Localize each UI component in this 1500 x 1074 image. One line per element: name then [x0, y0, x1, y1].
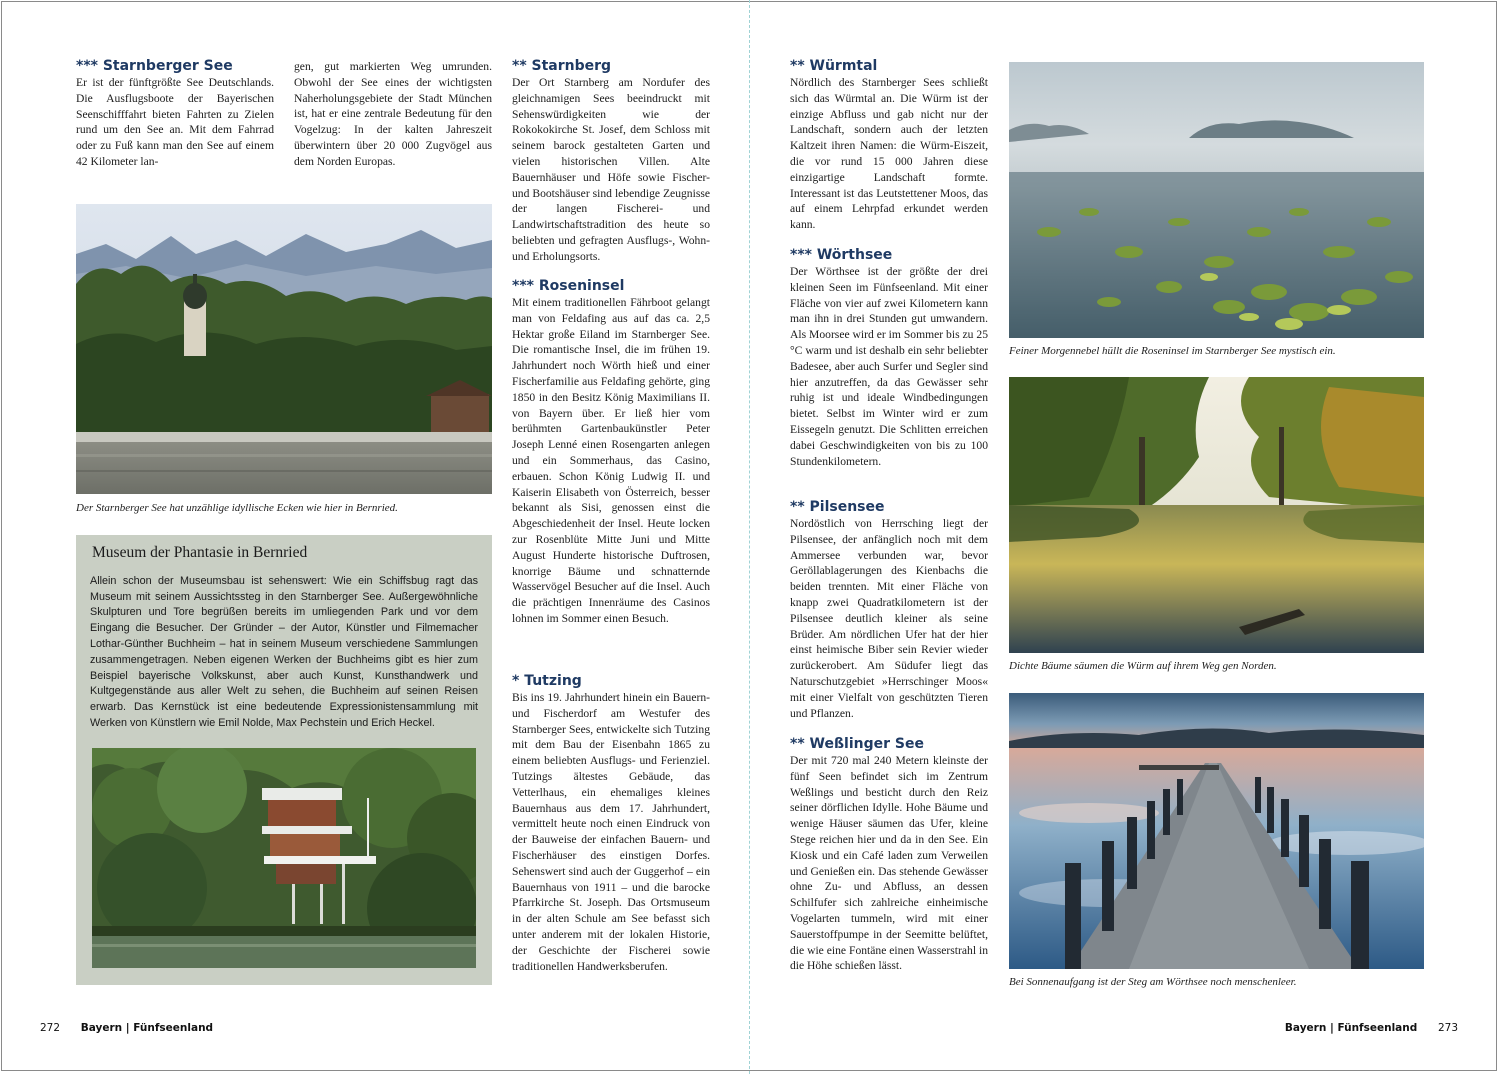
footer-section-left: Bayern | Fünfseenland [80, 1022, 214, 1034]
museum-box-title: Museum der Phantasie in Bernried [92, 544, 308, 561]
caption-roseninsel-photo: Feiner Morgennebel hüllt die Roseninsel im Starnberger See mystisch ein. [1009, 345, 1336, 357]
photo-museum-building [92, 748, 476, 968]
text-tutzing: Bis ins 19. Jahrhundert hinein ein Bauern- und Fischerdorf am Westufer des Starnberger Sees, entwickelte sich Tutzing mit dem Bau der Eisenbahn 1865 zu einem beliebten Ausflugs- und Ferienziel. Tutzings ältestes Gebäude, das Vetterlhaus, ein ehemaliges kleines Bauernhaus aus dem 17. Jahrhundert, vermittelt heute noch einen Eindruck von der Bauweise der einfachen Bauern- und Fischerhäuser des einstigen Dorfes. Sehenswert sind auch der Guggerhof – ein Bauernhaus von 1911 – und die barocke Pfarrkirche St. Joseph. Das Ortsmuseum in der alten Schule am See befasst sich unter anderem mit der lokalen Historie, der Geschichte der Fischerei sowie traditionellen Handwerksberufen. [512, 691, 710, 973]
footer-left [40, 1022, 213, 1034]
text-wesslinger-see: Der mit 720 mal 240 Metern kleinste der fünf Seen befindet sich im Zentrum Weßlings und besticht durch den Reiz seiner dörflichen Idylle. Hohe Bäume und wenige Häuser säumen das Ufer, kleine Stege reichen hier und da in den See. Ein Kiosk und ein Café laden zum Verweilen und Genießen ein. Das stehende Gewässer ohne Zu- und Abfluss, an dessen Schilfufer sich zahlreiche einheimische Vogelarten tummeln, wird mit einer Sauerstoffpumpe in der Seemitte belüftet, die wie eine Fontäne einen Wasserstrahl in die Höhe schießen lässt. [790, 754, 988, 973]
heading-wesslinger-see: ** Weßlinger See [790, 736, 924, 752]
heading-woerthsee: *** Wörthsee [790, 247, 893, 263]
text-starnberger-see-col1: Er ist der fünftgrößte See Deutschlands. Die Ausflugsboote der Bayerischen Seenschifffahrt bieten Fahrten zu Zielen rund um den See an. Mit dem Fahrrad oder zu Fuß kann man den See auf einem 42 Kilometer lan- [76, 76, 274, 168]
footer-section-right: Bayern | Fünfseenland [1284, 1022, 1418, 1034]
footer-right [1285, 1022, 1458, 1034]
text-woerthsee: Der Wörthsee ist der größte der drei kleinen Seen im Fünfseenland. Mit einer Fläche von vier auf zwei Kilometern kann man ihn in drei Stunden gut umwandern. Als Moorsee wird er im Sommer bis zu 25 °C warm und ist deshalb ein sehr beliebter Badesee, aber auch Surfer und Segler sind hier anzutreffen, da das Gewässer sehr ruhig ist und ideale Windbedingungen bietet. Selbst im Winter wird er zum Eissegeln genutzt. Die Schlitten erreichen dabei Geschwindigkeiten von bis zu 100 Stundenkilometern. [790, 265, 988, 468]
photo-wuerm-river [1009, 377, 1424, 653]
photo-bernried-lake [76, 204, 492, 494]
photo-woerthsee-jetty [1009, 693, 1424, 969]
heading-starnberger-see: *** Starnberger See [76, 58, 233, 74]
caption-wuerm-photo: Dichte Bäume säumen die Würm auf ihrem Weg gen Norden. [1009, 660, 1277, 672]
text-starnberger-see-col2: gen, gut markierten Weg umrunden. Obwohl der See eines der wichtigsten Naherholungsgebiete der Stadt München ist, hat er eine zentrale Bedeutung für den Vogelzug: In der kalten Jahreszeit überwintern über 20 000 Zugvögel aus dem Norden Europas. [294, 60, 492, 168]
page-number-right: 273 [1437, 1022, 1458, 1034]
text-wuermtal: Nördlich des Starnberger Sees schließt sich das Würmtal an. Die Würm ist der einzige Abfluss und gab nicht nur der Landschaft, sondern auch der letzten Kaltzeit ihren Namen: die Würm-Eiszeit, die vor rund 15 000 Jahren diese einzigartige Landschaft formte. Interessant ist das Leutstettener Moos, das auf einem Lehrpfad erkundet werden kann. [790, 76, 988, 232]
heading-roseninsel: *** Roseninsel [512, 278, 625, 294]
photo-roseninsel-fog [1009, 62, 1424, 338]
caption-bernried-photo: Der Starnberger See hat unzählige idyllische Ecken wie hier in Bernried. [76, 502, 398, 514]
text-roseninsel: Mit einem traditionellen Fährboot gelangt man von Feldafing aus auf das ca. 2,5 Hektar große Eiland im Starnberger See. Die romantische Insel, die im frühen 19. Jahrhundert noch Wörth hieß und einer Fischerfamilie aus Feldafing gehörte, ging 1850 in den Besitz König Maximilians II. von Bayern über. Er ließ hier vom berühmten Gartenbaukünstler Peter Joseph Lenné einen Rosengarten anlegen und ein Sommerhaus, das Casino, erbauen. Schon König Ludwig II. und Kaiserin Elisabeth von Österreich, besser bekannt als Sisi, genossen einst die Abgeschiedenheit der Insel. Heute locken zur Rosenblüte Mitte Juni und Mitte August Hunderte historische Duftrosen, knorrige Bäume und schnatternde Wasservögel Besucher auf die Insel. Auch die prächtigen Innenräume des Casinos lohnen im Sommer einen Besuch. [512, 296, 710, 625]
book-gutter [749, 0, 750, 1074]
heading-pilsensee: ** Pilsensee [790, 499, 885, 515]
caption-woerthsee-photo: Bei Sonnenaufgang ist der Steg am Wörthsee noch menschenleer. [1009, 976, 1297, 988]
heading-starnberg: ** Starnberg [512, 58, 612, 74]
museum-box-text: Allein schon der Museumsbau ist sehenswert: Wie ein Schiffsbug ragt das Museum mit seinem Aussichtssteg in den Starnberger See. Außergewöhnliche Skulpturen und Tore begrüßen bereits im umliegenden Park und vor dem Eingang die Besucher. Der Gründer – der Autor, Künstler und Filmemacher Lothar-Günther Buchheim – hat in seinem Museum verschiedene Sammlungen zusammengetragen. Neben eigenen Werken der Buchheims gibt es hier zum Beispiel bayerische Volkskunst, aber auch Kunst, Kunsthandwerk und Kultgegenstände aus aller Welt zu sehen, die Buchheim auf seinen Reisen erwarb. Das Kernstück ist eine bedeutende Expressionistensammlung mit Werken von Künstlern wie Emil Nolde, Max Pechstein und Erich Heckel. [90, 574, 478, 729]
page-number-left: 272 [40, 1022, 61, 1034]
heading-tutzing: * Tutzing [512, 673, 582, 689]
text-pilsensee: Nordöstlich von Herrsching liegt der Pilsensee, der anfänglich noch mit dem Ammersee verbunden war, bevor Geröllablagerungen des Kienbachs die beiden trennten. Mit einer Fläche von knapp zwei Quadratkilometern ist der Pilsensee deutlich kleiner als seine Brüder. Am nördlichen Ufer hat der hier einst heimische Biber sein Revier wieder zurückerobert. Am Südufer liegt das Naturschutzgebiet »Herrschinger Moos« mit einer Vielfalt von geschützten Tieren und Pflanzen. [790, 517, 988, 720]
heading-wuermtal: ** Würmtal [790, 58, 878, 74]
text-starnberg: Der Ort Starnberg am Nordufer des gleichnamigen Sees beeindruckt mit Sehenswürdigkeiten wie der Rokokokirche St. Josef, dem Schloss mit seinem barock gestalteten Garten und vielen historischen Villen. Alte Bauernhäuser und Höfe sowie Fischer- und Bootshäuser sind lebendige Zeugnisse der langen Fischerei- und Landwirtschaftstradition des heute so beliebten und gefragten Ausflugs-, Wohn- und Erholungsorts. [512, 76, 710, 263]
museum-info-box [76, 535, 492, 985]
